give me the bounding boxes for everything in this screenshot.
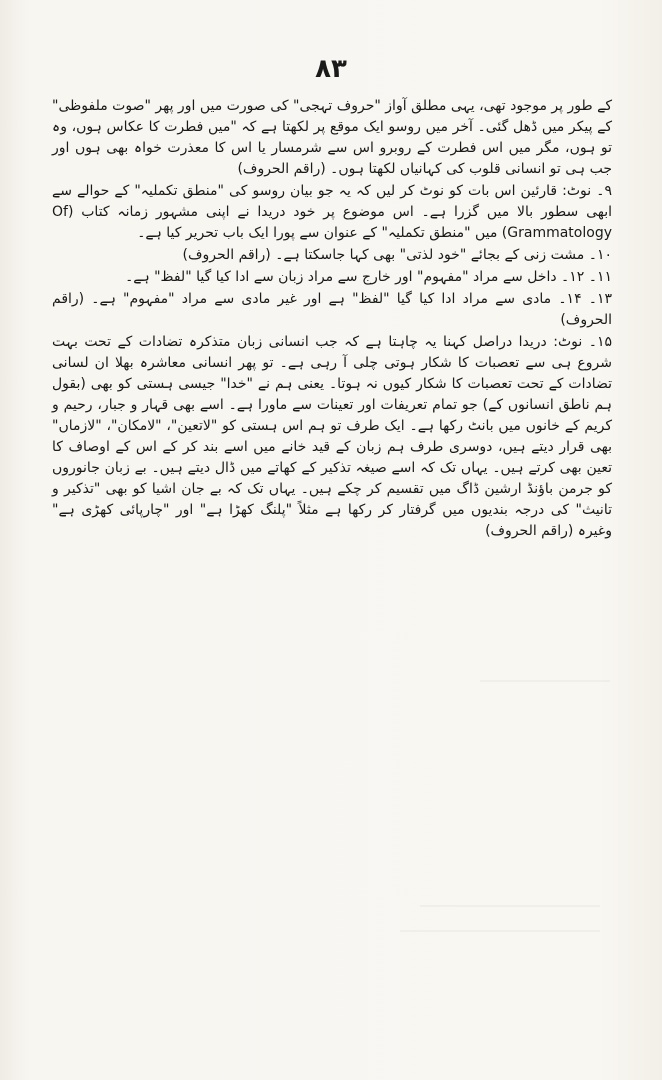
note-10: ۱۰۔ مشت زنی کے بجائے "خود لذتی" بھی کہا جاسکتا ہے۔ (راقم الحروف): [182, 247, 612, 263]
page-number: ۸۳: [315, 54, 347, 84]
bleed-through-mark: [420, 905, 600, 907]
paragraph-continuation: کے طور پر موجود تھی، یہی مطلق آواز "حروف تہجی" کی صورت میں اور پھر "صوت ملفوظی" کے پیکر میں ڈھل گئی۔ آخر میں روسو ایک موقع پر لکھتا ہے کہ "میں فطرت کا عکاس ہوں، وہ تو ہوں، مگر میں اس فطرت کے روبرو اس سے شرمسار یا اس کا معذرت خواہ بھی ہوں اور جب ہی تو انسانی قلوب کی کہانیاں لکھتا ہوں۔ (راقم الحروف): [52, 98, 612, 177]
note-9: ۹۔ نوٹ: قارئین اس بات کو نوٹ کر لیں کہ یہ جو بیان روسو کی "منطق تکملیہ" کے حوالے سے ابھی سطور بالا میں گزرا ہے۔ اس موضوع پر خود دریدا نے اپنی مشہور زمانہ کتاب (Of Grammatology) میں "منطق تکملیہ" کے عنوان سے پورا ایک باب تحریر کیا ہے۔: [52, 183, 612, 241]
note-11-12: ۱۱۔ ۱۲۔ داخل سے مراد "مفہوم" اور خارج سے مراد زبان سے ادا کیا گیا "لفظ" ہے۔: [125, 269, 612, 285]
bleed-through-mark: [480, 680, 610, 682]
note-15: ۱۵۔ نوٹ: دریدا دراصل کہنا یہ چاہتا ہے کہ جب انسانی زبان متذکرہ تضادات کے تحت بہت شروع ہی سے تعصبات کا شکار ہوتی چلی آ رہی ہے۔ تو پھر انسانی معاشرہ بھلا ان لسانی تضادات کے تحت تعصبات کا شکار کیوں نہ ہوتا۔ یعنی ہم نے "خدا" جیسی ہستی کو بھی (بقول ہم ناطق انسانوں کے) جو تمام تعریفات اور تعینات سے ماورا ہے۔ اسے بھی قہار و جبار، رحیم و کریم کے خانوں میں بانٹ رکھا ہے۔ ایک طرف تو ہم اس ہستی کو "لاتعین"، "لامکان"، "لازماں" بھی قرار دیتے ہیں، دوسری طرف ہم زبان کے قید خانے میں اسے بند کر کے اس کے اوصاف کا تعین بھی کرتے ہیں۔ یہاں تک کہ اسے صیغہ تذکیر کے کھاتے میں ڈال دیتے ہیں۔ بے زبان جانوروں کو جرمن باؤنڈ ارشین ڈاگ میں تقسیم کر چکے ہیں۔ یہاں تک کہ بے جان اشیا کو بھی "تذکیر و تانیث" کی درجہ بندیوں میں گرفتار کر رکھا ہے مثلاً "پلنگ کھڑا ہے" اور "چارپائی کھڑی ہے" وغیرہ (راقم الحروف): [52, 334, 612, 539]
page-body: [52, 96, 612, 543]
bleed-through-mark: [400, 930, 600, 932]
note-13-14: ۱۳۔ ۱۴۔ مادی سے مراد ادا کیا گیا "لفظ" ہے اور غیر مادی سے مراد "مفہوم" ہے۔ (راقم الحروف): [52, 291, 613, 328]
